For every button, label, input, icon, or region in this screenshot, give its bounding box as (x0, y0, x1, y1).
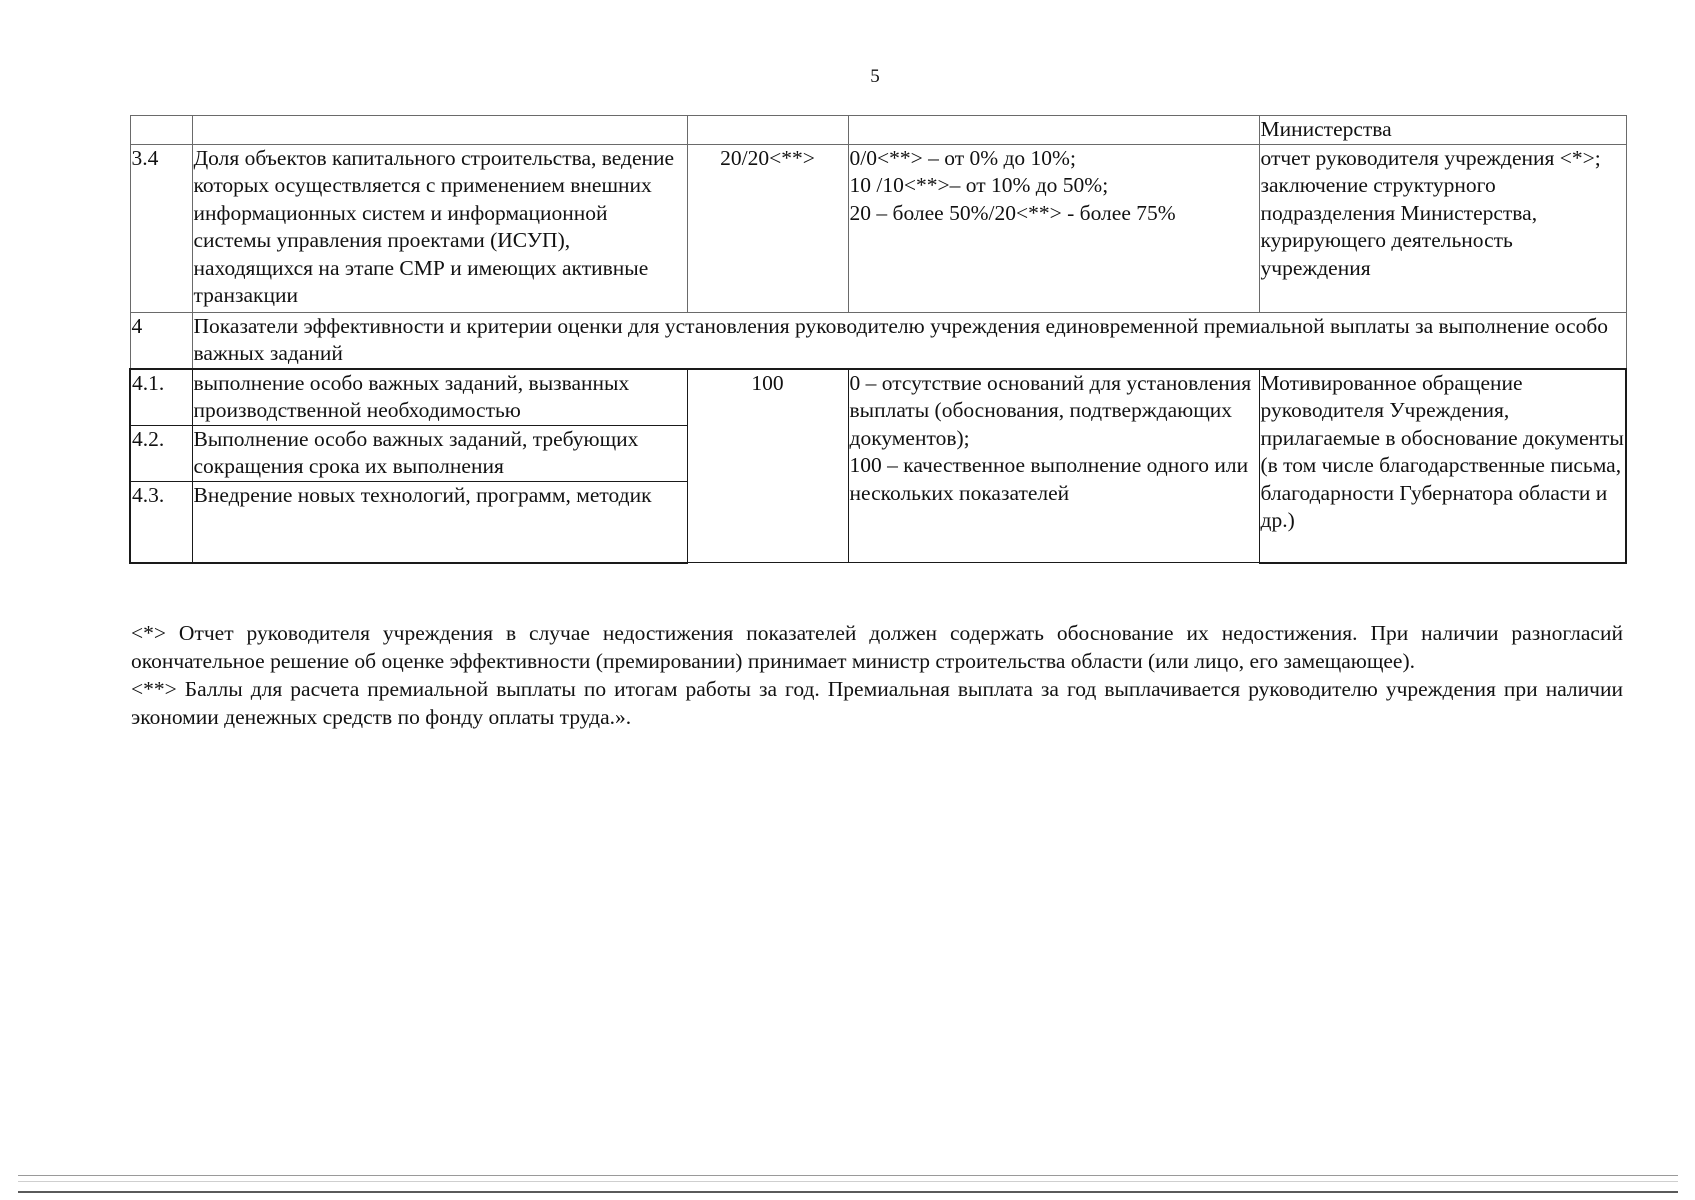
cell-num (130, 116, 192, 145)
cell-criteria (848, 116, 1259, 145)
cell-indicator: Доля объектов капитального строительства, ведение которых осуществляется с применением внешних информационных систем и информационной системы управления проектами (ИСУП), находящихся на этапе СМР и имеющих активные транзакции (192, 144, 687, 312)
cell-source: Министерства (1259, 116, 1626, 145)
section-title: Показатели эффективности и критерии оценки для установления руководителю учреждения единовременной премиальной выплаты за выполнение особо важных заданий (192, 312, 1626, 369)
cell-criteria (848, 144, 1259, 312)
cell-num: 4.1. (130, 369, 192, 426)
criteria-line: 0/0<**> – от 0% до 10%; (849, 145, 1076, 170)
cell-points: 100 (687, 369, 848, 563)
indicators-table (129, 115, 1627, 564)
page-number: 5 (870, 66, 880, 87)
criteria-line: 20 – более 50%/20<**> - более 75% (849, 200, 1176, 225)
source-line: заключение структурного подразделения Министерства, курирующего деятельность учреждения (1260, 173, 1538, 280)
table-row-continued (130, 116, 1626, 145)
cell-points: 20/20<**> (687, 144, 848, 312)
footnote-single-asterisk: <*> Отчет руководителя учреждения в случае недостижения показателей должен содержать обоснование их недостижения. При наличии разногласий окончательное решение об оценке эффективности (премировании) принимает министр строительства области (или лицо, его замещающее). (131, 621, 1623, 673)
cell-source: Мотивированное обращение руководителя Учреждения, прилагаемые в обоснование документы (в том числе благодарственные письма, благодарности Губернатора области и др.) (1259, 369, 1626, 563)
source-line: отчет руководителя учреждения <*>; (1260, 145, 1601, 170)
footnotes (131, 619, 1623, 731)
table-row-3-4 (130, 144, 1626, 312)
table-row-4-1 (130, 369, 1626, 426)
cell-indicator: выполнение особо важных заданий, вызванных производственной необходимостью (192, 369, 687, 426)
scan-edge-line (18, 1191, 1678, 1193)
criteria-line: 10 /10<**>– от 10% до 50%; (849, 173, 1109, 197)
cell-num: 4 (130, 312, 192, 369)
scan-edge-line (18, 1175, 1678, 1176)
table-row-section-4 (130, 312, 1626, 369)
criteria-line: 0 – отсутствие оснований для установления выплаты (обоснования, подтверждающих документов); (849, 370, 1252, 450)
footnote-double-asterisk: <**> Баллы для расчета премиальной выплаты по итогам работы за год. Премиальная выплата за год выплачивается руководителю учреждения при наличии экономии денежных средств по фонду оплаты труда.». (131, 677, 1623, 729)
cell-indicator: Выполнение особо важных заданий, требующих сокращения срока их выполнения (192, 425, 687, 481)
cell-indicator (192, 116, 687, 145)
cell-num: 4.3. (130, 481, 192, 563)
cell-criteria (848, 369, 1259, 563)
cell-num: 3.4 (130, 144, 192, 312)
cell-points (687, 116, 848, 145)
cell-source (1259, 144, 1626, 312)
cell-indicator: Внедрение новых технологий, программ, методик (192, 481, 687, 563)
scan-edge-line (18, 1181, 1678, 1182)
cell-num: 4.2. (130, 425, 192, 481)
criteria-line: 100 – качественное выполнение одного или нескольких показателей (849, 453, 1249, 505)
